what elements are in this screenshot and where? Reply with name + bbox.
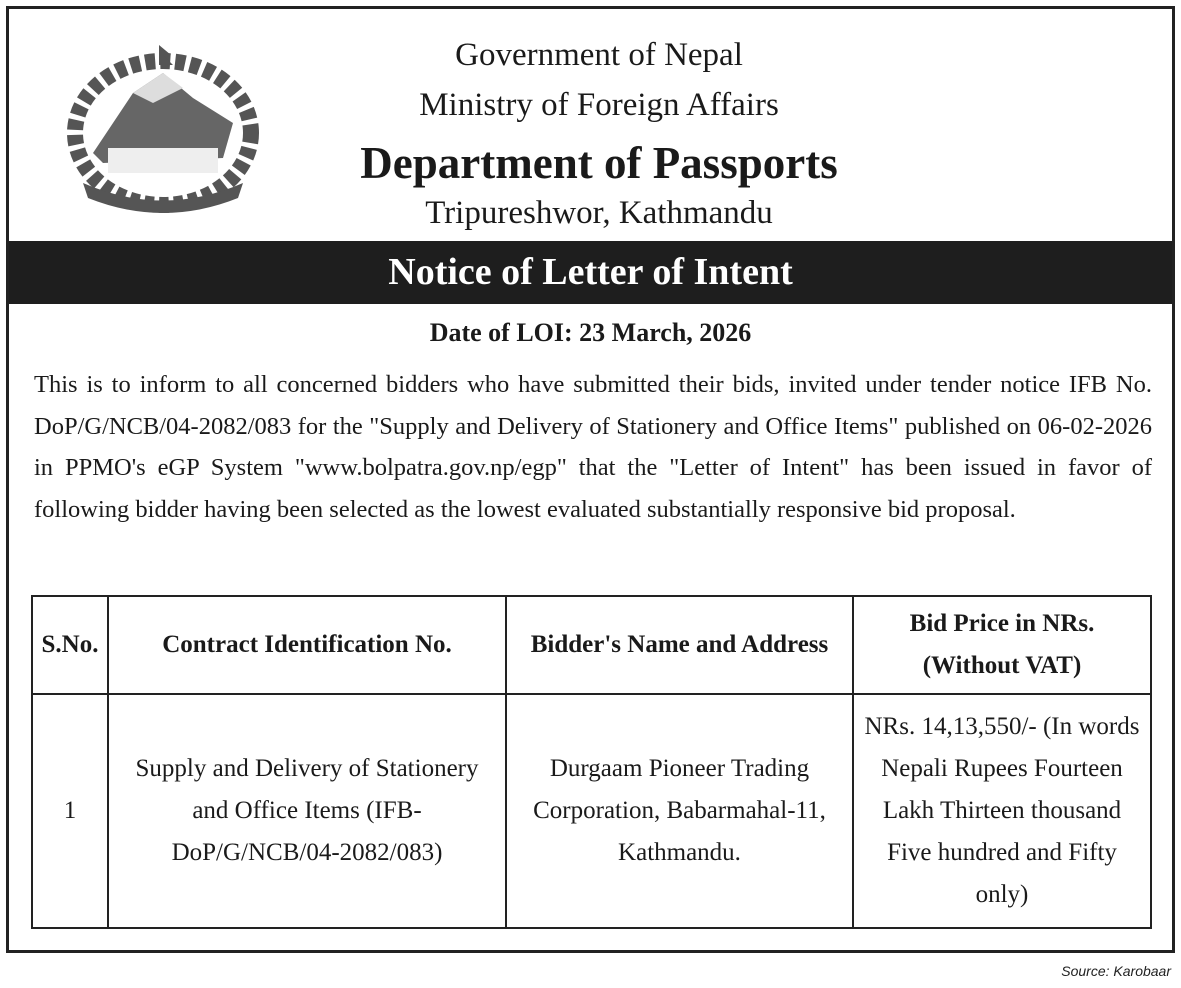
header-sno: S.No.: [32, 596, 108, 694]
cell-sno: 1: [32, 694, 108, 928]
government-title: Government of Nepal: [455, 37, 743, 73]
ministry-title: Ministry of Foreign Affairs: [419, 87, 779, 123]
header-price: Bid Price in NRs. (Without VAT): [853, 596, 1151, 694]
notice-body: This is to inform to all concerned bidders who have submitted their bids, invited under tender notice IFB No. DoP/G/NCB/04-2082/083 for the "Supply and Delivery of Stationery and Office Items" published on 06-02-2026 in PPMO's eGP System "www.bolpatra.gov.np/egp" that the "Letter of Intent" has been issued in favor of following bidder having been selected as the lowest evaluated substantially responsive bid proposal.: [34, 371, 1152, 523]
loi-date: Date of LOI: 23 March, 2026: [429, 318, 752, 347]
notice-title: Notice of Letter of Intent: [9, 241, 1172, 304]
nepal-emblem-icon: [63, 43, 263, 213]
cell-price: NRs. 14,13,550/- (In words Nepali Rupees Fourteen Lakh Thirteen thousand Five hundred and Fifty only): [853, 694, 1151, 928]
table-header-row: [32, 596, 1151, 694]
loi-table: [31, 595, 1152, 929]
department-address: Tripureshwor, Kathmandu: [425, 195, 773, 231]
table-row: [32, 694, 1151, 928]
header-bidder: Bidder's Name and Address: [506, 596, 853, 694]
cell-contract: Supply and Delivery of Stationery and Office Items (IFB-DoP/G/NCB/04-2082/083): [108, 694, 506, 928]
header-contract: Contract Identification No.: [108, 596, 506, 694]
department-title: Department of Passports: [360, 138, 838, 188]
cell-bidder: Durgaam Pioneer Trading Corporation, Babarmahal-11, Kathmandu.: [506, 694, 853, 928]
source-credit: Source: Karobaar: [1061, 963, 1171, 979]
